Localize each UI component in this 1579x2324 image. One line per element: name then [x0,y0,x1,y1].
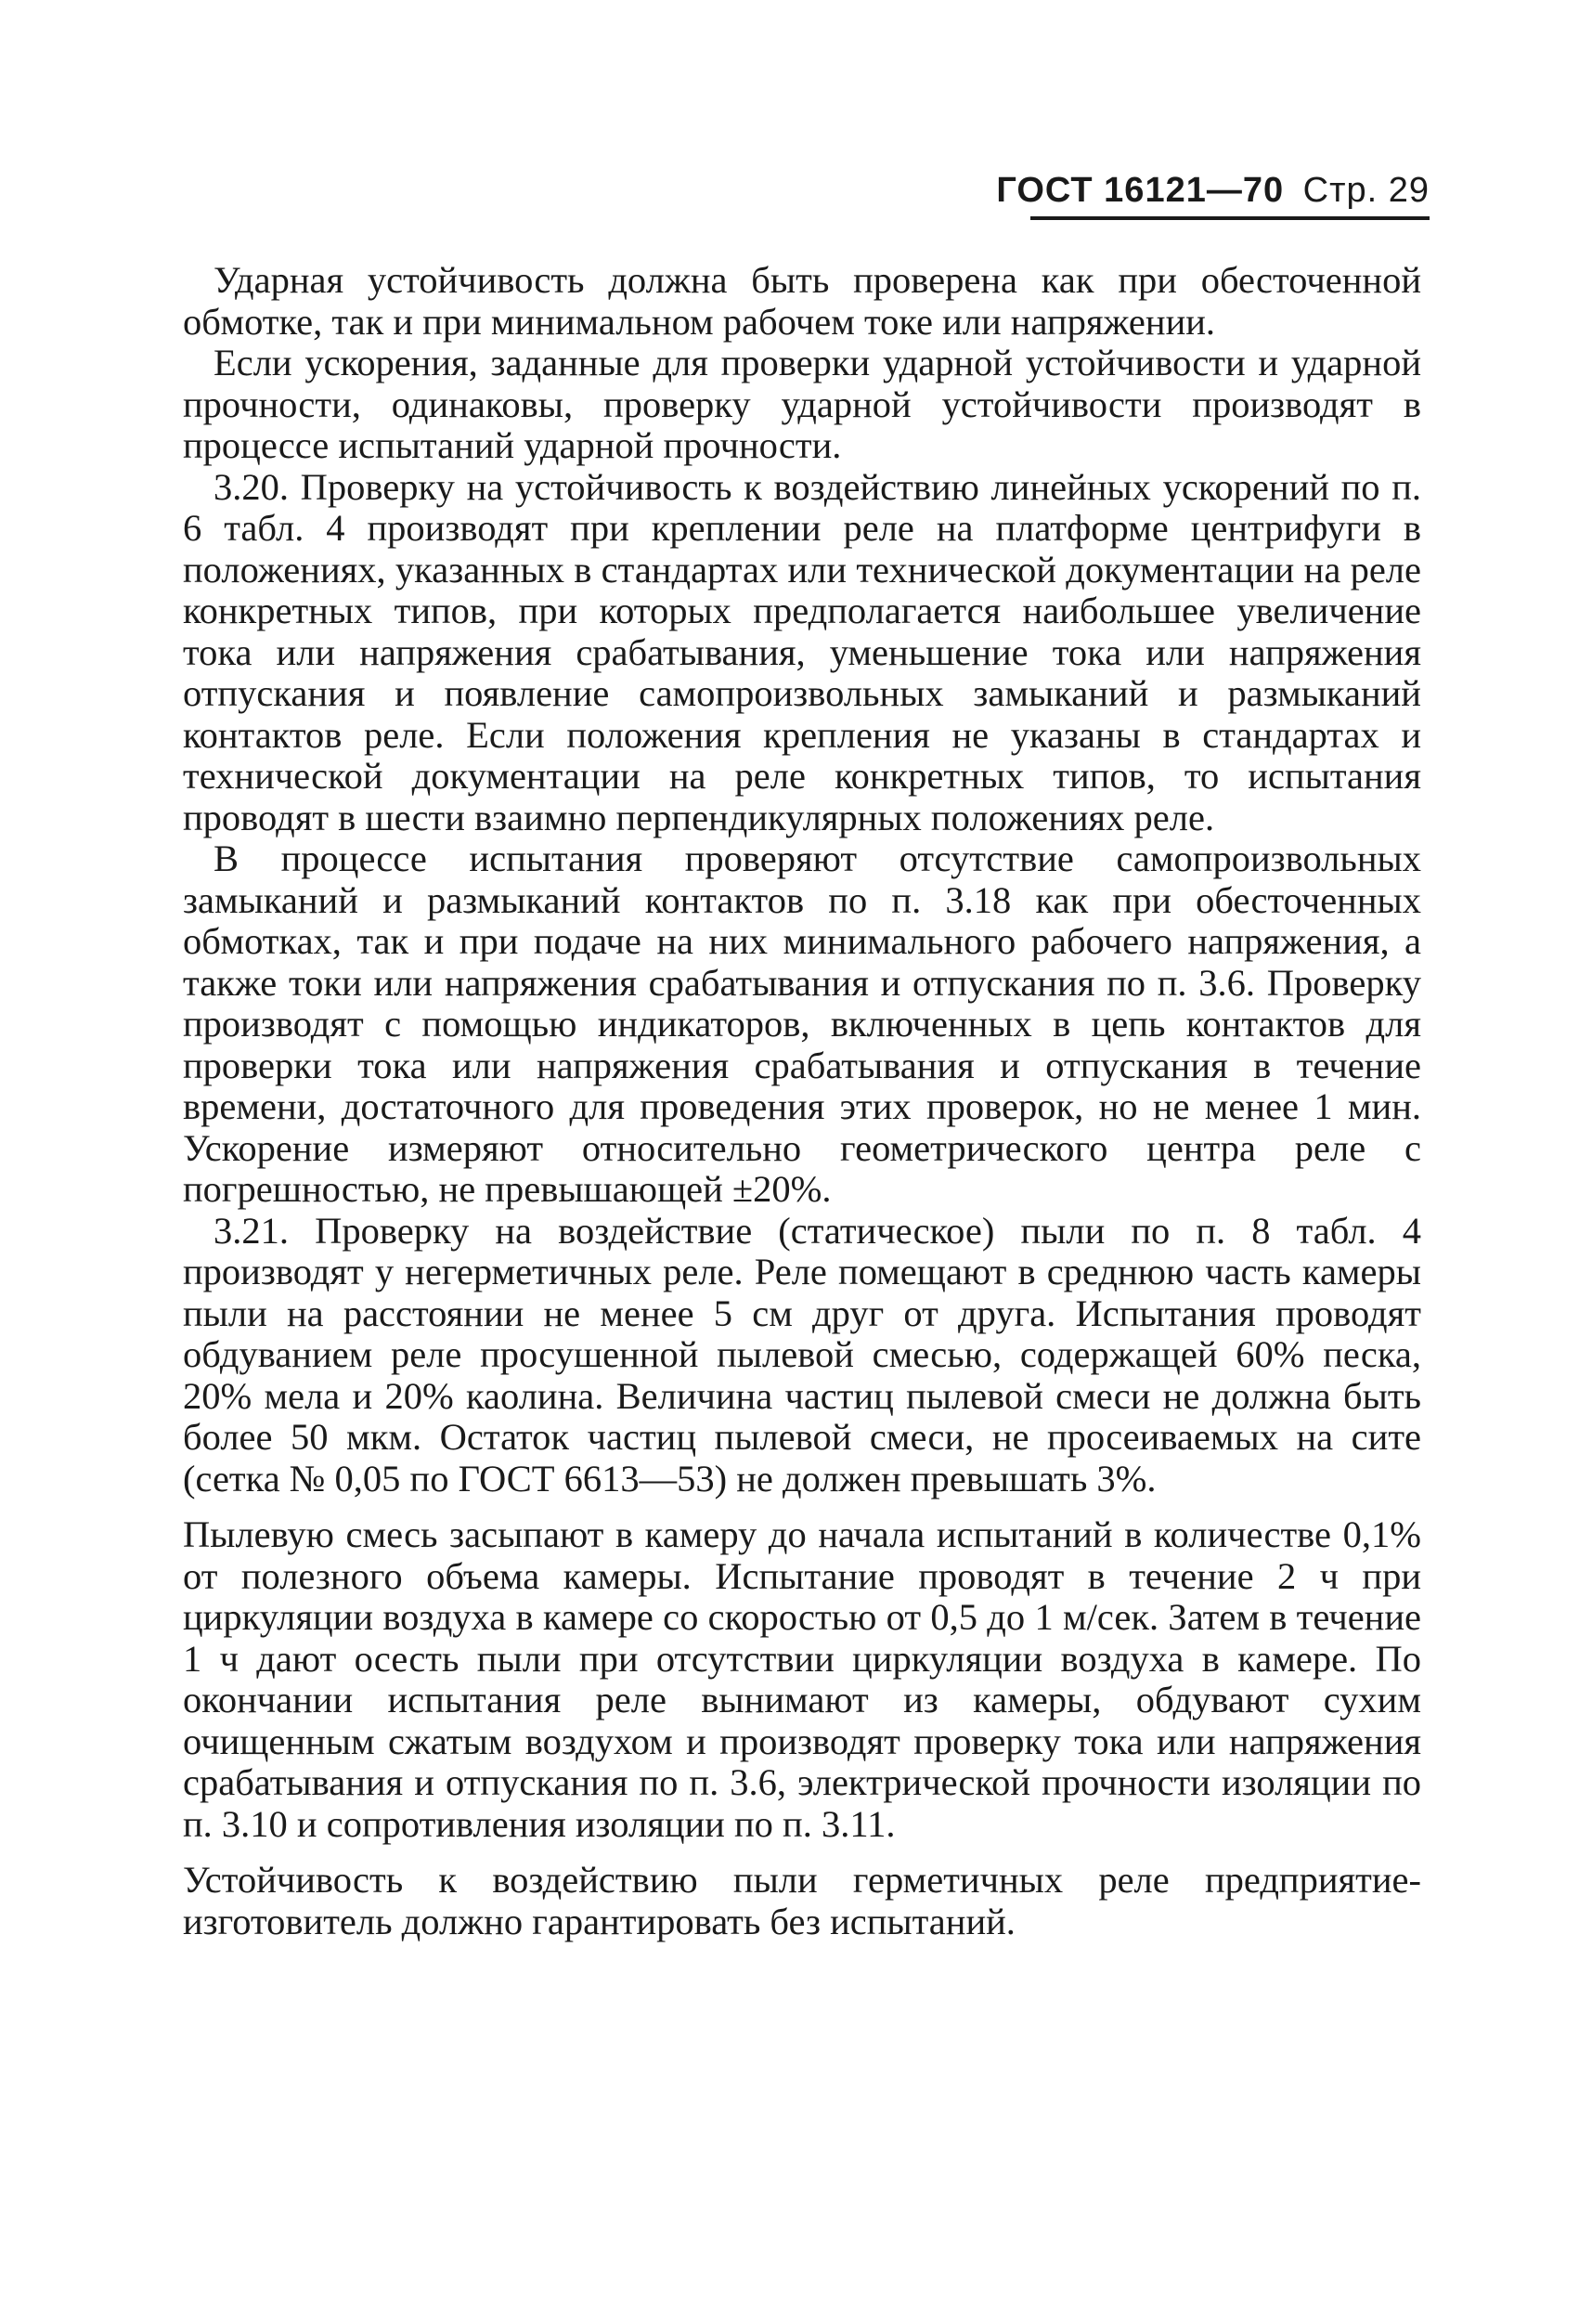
paragraph-shock-acceleration: Если ускорения, заданные для проверки ударной устойчивости и ударной прочности, одинаковы, проверку ударной устойчивости производят в процессе испытаний ударной прочности. [183,342,1421,466]
paragraph-dust-mixture: Пылевую смесь засыпают в камеру до начала испытаний в количестве 0,1% от полезного объема камеры. Испытание проводят в течение 2 ч при циркуляции воздуха в камере со скоростью от 0,5 до 1 м/сек. Затем в течение 1 ч дают осесть пыли при отсутствии циркуляции воздуха в камере. По окончании испытания реле вынимают из камеры, обдувают сухим очищенным сжатым воздухом и производят проверку тока или напряжения срабатывания и отпускания по п. 3.6, электрической прочности изоляции по п. 3.10 и сопротивления изоляции по п. 3.11. [183,1513,1421,1845]
document-body [183,260,1421,1942]
paragraph-hermetic-relays: Устойчивость к воздействию пыли герметичных реле предприятие-изготовитель должно гарантировать без испытаний. [183,1859,1421,1942]
header-rule [1030,216,1430,220]
header-text [996,170,1430,211]
paragraph-shock-stability: Ударная устойчивость должна быть проверена как при обесточенной обмотке, так и при минимальном рабочем токе или напряжении. [183,259,1421,343]
paragraph-3-21: 3.21. Проверку на воздействие (статическое) пыли по п. 8 табл. 4 производят у негерметичных реле. Реле помещают в среднюю часть камеры пыли на расстоянии не менее 5 см друг от друга. Испытания проводят обдуванием реле просушенной пылевой смесью, содержащей 60% песка, 20% мела и 20% каолина. Величина частиц пылевой смеси не должна быть более 50 мкм. Остаток частиц пылевой смеси, не просеиваемых на сите (сетка № 0,05 по ГОСТ 6613—53) не должен превышать 3%. [183,1209,1421,1500]
paragraph-test-process: В процессе испытания проверяют отсутствие самопроизвольных замыканий и размыканий контактов по п. 3.18 как при обесточенных обмотках, так и при подаче на них минимального рабочего напряжения, а также токи или напряжения срабатывания и отпускания по п. 3.6. Проверку производят с помощью индикаторов, включенных в цепь контактов для проверки тока или напряжения срабатывания и отпускания в течение времени, достаточного для проведения этих проверок, но не менее 1 мин. Ускорение измеряют относительно геометрического центра реле с погрешностью, не превышающей ±20%. [183,837,1421,1210]
standard-number: ГОСТ 16121—70 [996,171,1285,210]
page-header [996,170,1430,226]
page-number: Стр. 29 [1302,171,1430,210]
paragraph-3-20: 3.20. Проверку на устойчивость к воздействию линейных ускорений по п. 6 табл. 4 производят при креплении реле на платформе центрифуги в положениях, указанных в стандартах или технической документации на реле конкретных типов, при которых предполагается наибольшее увеличение тока или напряжения срабатывания, уменьшение тока или напряжения отпускания и появление самопроизвольных замыканий и размыканий контактов реле. Если положения крепления не указаны в стандартах и технической документации на реле конкретных типов, то испытания проводят в шести взаимно перпендикулярных положениях реле. [183,465,1421,838]
